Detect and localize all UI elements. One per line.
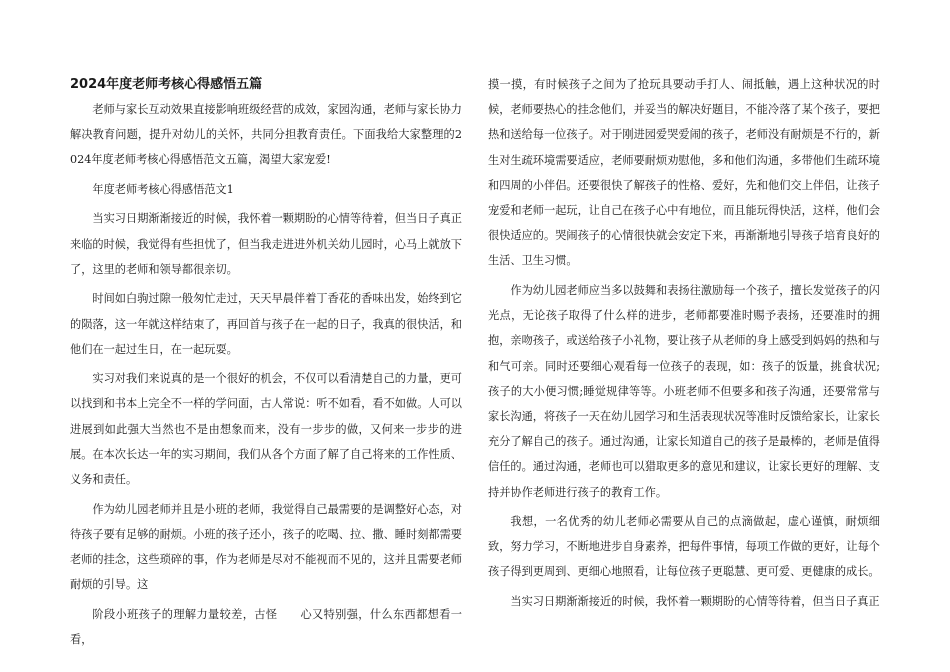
body-paragraph: 作为幼儿园老师并且是小班的老师，我觉得自己最需要的是调整好心态，对待孩子要有足够的耐烦。小班的孩子还小，孩子的吃喝、拉、撒、睡时刻都需要老师的挂念，这些琐碎的事，作为老师是尽对不能视而不见的，这并且需要老师耐烦的引导。这 [70,502,462,592]
body-paragraph: 作为幼儿园老师应当多以鼓舞和表扬往激励每一个孩子，擅长发觉孩子的闪光点，无论孩子取得了什么样的进步，老师都要准时赐予表扬，还要准时的拥抱，亲吻孩子，或送给孩子小礼物，要让孩子从老师的身上感受到妈妈的热和与和气可亲。同时还要细心观看每一位孩子的表现，如：孩子的饭量，挑食状况;孩子的大小便习惯;睡觉规律等等。小班老师不但要多和孩子沟通，还要常常与家长沟通，将孩子一天在幼儿园学习和生活表现状况等准时反馈给家长，让家长充分了解自己的孩子。通过沟通，让家长知道自己的孩子是最棒的，老师是值得信任的。通过沟通，老师也可以猎取更多的意见和建议，让家长更好的理解、支持并协作老师进行孩子的教育工作。 [488,283,880,499]
body-paragraph: 当实习日期渐渐接近的时候，我怀着一颗期盼的心情等待着，但当日子真正 [510,594,880,608]
body-paragraph: 我想，一名优秀的幼儿老师必需要从自己的点滴做起，虚心谨慎，耐烦细致，努力学习，不断地进步自身素养，把每件事情，每项工作做的更好，让每个孩子得到更周到、更细心地照看，让每位孩子更聪慧、更可爱、更健康的成长。 [488,515,880,579]
document-title: 2024年度老师考核心得感悟五篇 [70,77,263,92]
body-paragraph: 实习对我们来说真的是一个很好的机会，不仅可以看清楚自己的力量，更可以找到和书本上完全不一样的学问面，古人常说：听不如看，看不如做。人可以进展到如此强大当然也不是由想象而来，没有一步步的做，又何来一步步的进展。在本次长达一年的实习期间，我们从各个方面了解了自己将来的工作性质、义务和责任。 [70,372,462,487]
body-paragraph: 阶段小班孩子的理解力量较差，古怪 心又特别强，什么东西都想看一看， [70,607,462,646]
right-column [488,72,880,618]
section-heading: 年度老师考核心得感悟范文1 [92,182,234,196]
body-paragraph: 当实习日期渐渐接近的时候，我怀着一颗期盼的心情等待着，但当日子真正来临的时候，我觉得有些担忧了，但当我走进进外机关幼儿园时，心马上就放下了，这里的老师和领导都很亲切。 [70,212,462,276]
body-paragraph: 时间如白驹过隙一般匆忙走过，天天早晨伴着丁香花的香味出发，始终到它的陨落，这一年就这样结束了，再回首与孩子在一起的日子，我真的很快活，和他们在一起过生日，在一起玩耍。 [70,292,462,356]
left-column [70,72,462,656]
body-paragraph-continued: 摸一摸，有时候孩子之间为了抢玩具要动手打人、闹抵触，遇上这种状况的时候，老师要热心的挂念他们，并妥当的解决好题目，不能冷落了某个孩子，要把热和送给每一位孩子。对于刚进园爱哭爱闹的孩子，老师没有耐烦是不行的，新生对生疏环境需要适应，老师要耐烦劝慰他，多和他们沟通，多带他们生疏环境和四周的小伴侣。还要很快了解孩子的性格、爱好，先和他们交上伴侣，让孩子宠爱和老师一起玩，让自己在孩子心中有地位，而且能玩得快活，这样，他们会很快适应的。哭闹孩子的心情很快就会安定下来，再渐渐地引导孩子培育良好的生活、卫生习惯。 [488,78,880,268]
intro-paragraph: 老师与家长互动效果直接影响班级经营的成效，家园沟通，老师与家长协力解决教育问题，提升对幼儿的关怀，共同分担教育责任。下面我给大家整理的2024年度老师考核心得感悟范文五篇，渴望大家宠爱! [70,103,462,167]
